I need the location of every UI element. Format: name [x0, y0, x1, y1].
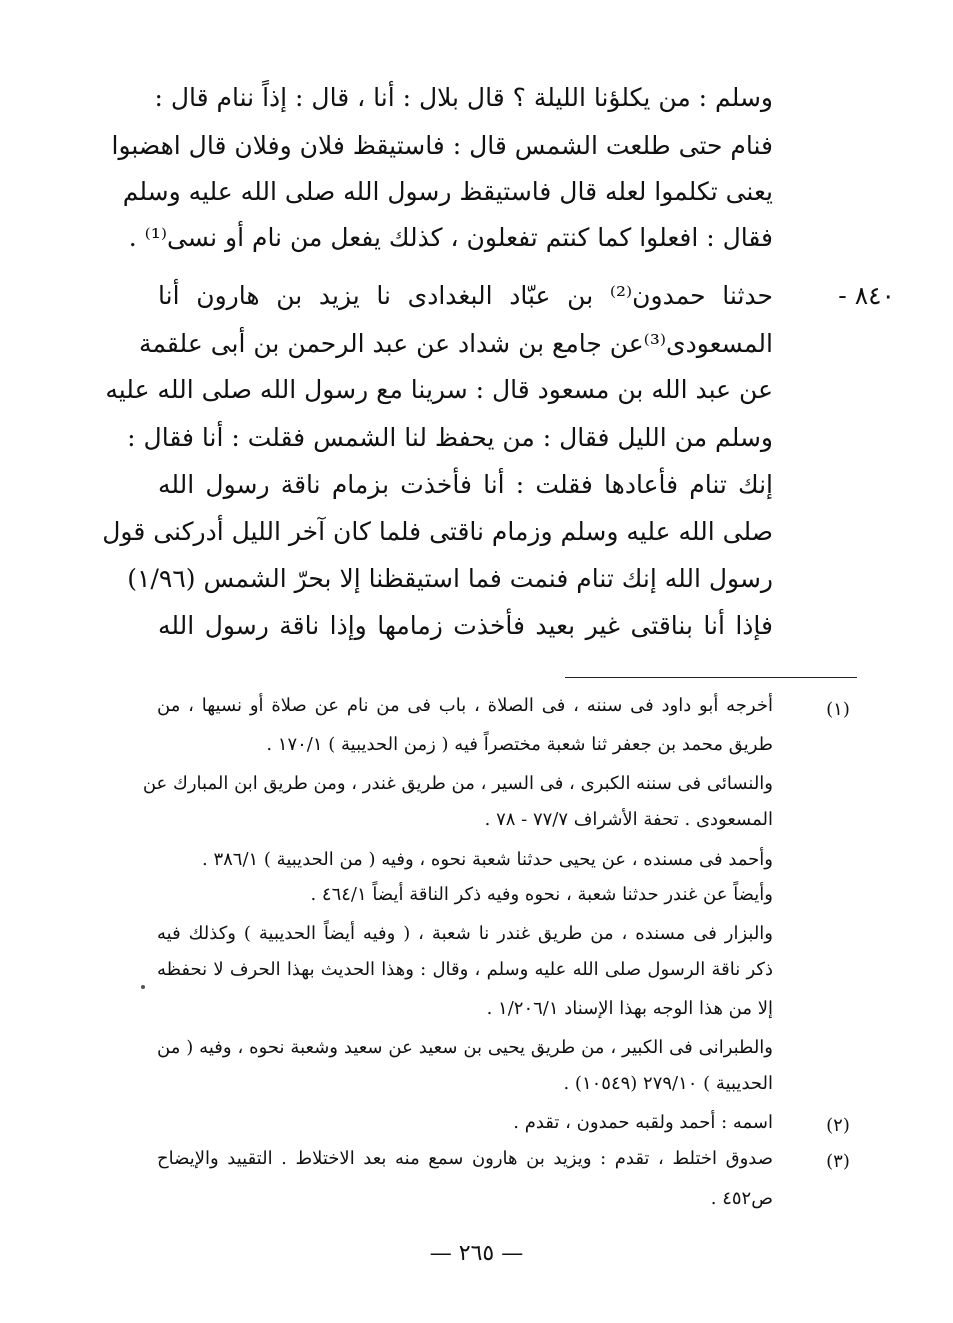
footnote-line: المسعودى . تحفة الأشراف ٧٧/٧ - ٧٨ . — [484, 809, 773, 830]
footnote-line: صدوق اختلط ، تقدم : ويزيد بن هارون سمع منه بعد الاختلاط . التقييد والإيضاح — [157, 1148, 773, 1169]
text-line: حدثنا حمدون⁽²⁾ بن عبّاد البغدادى نا يزيد بن هارون أنا — [158, 281, 773, 310]
footnote-line: وأيضاً عن غندر حدثنا شعبة ، نحوه وفيه ذكر الناقة أيضاً ٤٦٤/١ . — [310, 884, 773, 905]
footnote-marker: (٣) — [826, 1151, 850, 1172]
footnote-line: طريق محمد بن جعفر ثنا شعبة مختصراً فيه ( زمن الحديبية ) ١٧٠/١ . — [266, 734, 773, 755]
hadith-number: ٨٤٠ - — [838, 281, 895, 310]
text-line: فقال : افعلوا كما كنتم تفعلون ، كذلك يفعل من نام أو نسى⁽¹⁾ . — [128, 223, 773, 252]
scan-speck — [141, 985, 145, 989]
footnote-line: إلا من هذا الوجه بهذا الإسناد ١/٢٠٦/١ . — [486, 998, 773, 1019]
footnote-line: أخرجه أبو داود فى سننه ، فى الصلاة ، باب فى من نام عن صلاة أو نسيها ، من — [157, 695, 773, 716]
text-line: فنام حتى طلعت الشمس قال : فاستيقظ فلان وفلان قال اهضبوا — [111, 131, 773, 160]
text-line: وسلم من الليل فقال : من يحفظ لنا الشمس فقلت : أنا فقال : — [127, 423, 773, 452]
footnote-separator — [565, 677, 857, 678]
text-line: رسول الله إنك تنام فنمت فما استيقظنا إلا بحرّ الشمس (١/٩٦) — [127, 564, 773, 593]
footnote-line: وأحمد فى مسنده ، عن يحيى حدثنا شعبة نحوه ، وفيه ( من الحديبية ) ٣٨٦/١ . — [202, 849, 773, 870]
page-number: — ٢٦٥ — — [429, 1241, 524, 1266]
footnote-line: والطبرانى فى الكبير ، من طريق يحيى بن سعيد عن سعيد وشعبة نحوه ، وفيه ( من — [157, 1037, 773, 1058]
footnote-line: والبزار فى مسنده ، من طريق غندر نا شعبة ، ( وفيه أيضاً الحديبية ) وكذلك فيه — [157, 923, 773, 944]
footnote-line: ذكر ناقة الرسول صلى الله عليه وسلم ، وقال : وهذا الحديث بهذا الحرف لا نحفظه — [157, 959, 773, 980]
text-line: يعنى تكلموا لعله قال فاستيقظ رسول الله صلى الله عليه وسلم — [122, 177, 773, 206]
footnote-line: والنسائى فى سننه الكبرى ، فى السير ، من طريق غندر ، ومن طريق ابن المبارك عن — [142, 773, 773, 794]
footnote-marker: (١) — [826, 699, 850, 720]
text-line: وسلم : من يكلؤنا الليلة ؟ قال بلال : أنا ، قال : إذاً ننام قال : — [154, 83, 773, 112]
footnote-marker: (٢) — [826, 1115, 850, 1136]
text-line: إنك تنام فأعادها فقلت : أنا فأخذت بزمام ناقة رسول الله — [158, 470, 773, 499]
footnote-line: ص٤٥٢ . — [710, 1188, 773, 1209]
text-line: عن عبد الله بن مسعود قال : سرينا مع رسول الله صلى الله عليه — [105, 375, 773, 404]
text-line: صلى الله عليه وسلم وزمام ناقتى فلما كان آخر الليل أدركنى قول — [102, 517, 773, 546]
footnote-line: الحديبية ) ٢٧٩/١٠ (١٠٥٤٩) . — [563, 1073, 773, 1094]
text-line: فإذا أنا بناقتى غير بعيد فأخذت زمامها وإذا ناقة رسول الله — [158, 611, 773, 640]
footnote-line: اسمه : أحمد ولقبه حمدون ، تقدم . — [513, 1112, 773, 1133]
text-line: المسعودى⁽³⁾عن جامع بن شداد عن عبد الرحمن بن أبى علقمة — [139, 329, 773, 358]
